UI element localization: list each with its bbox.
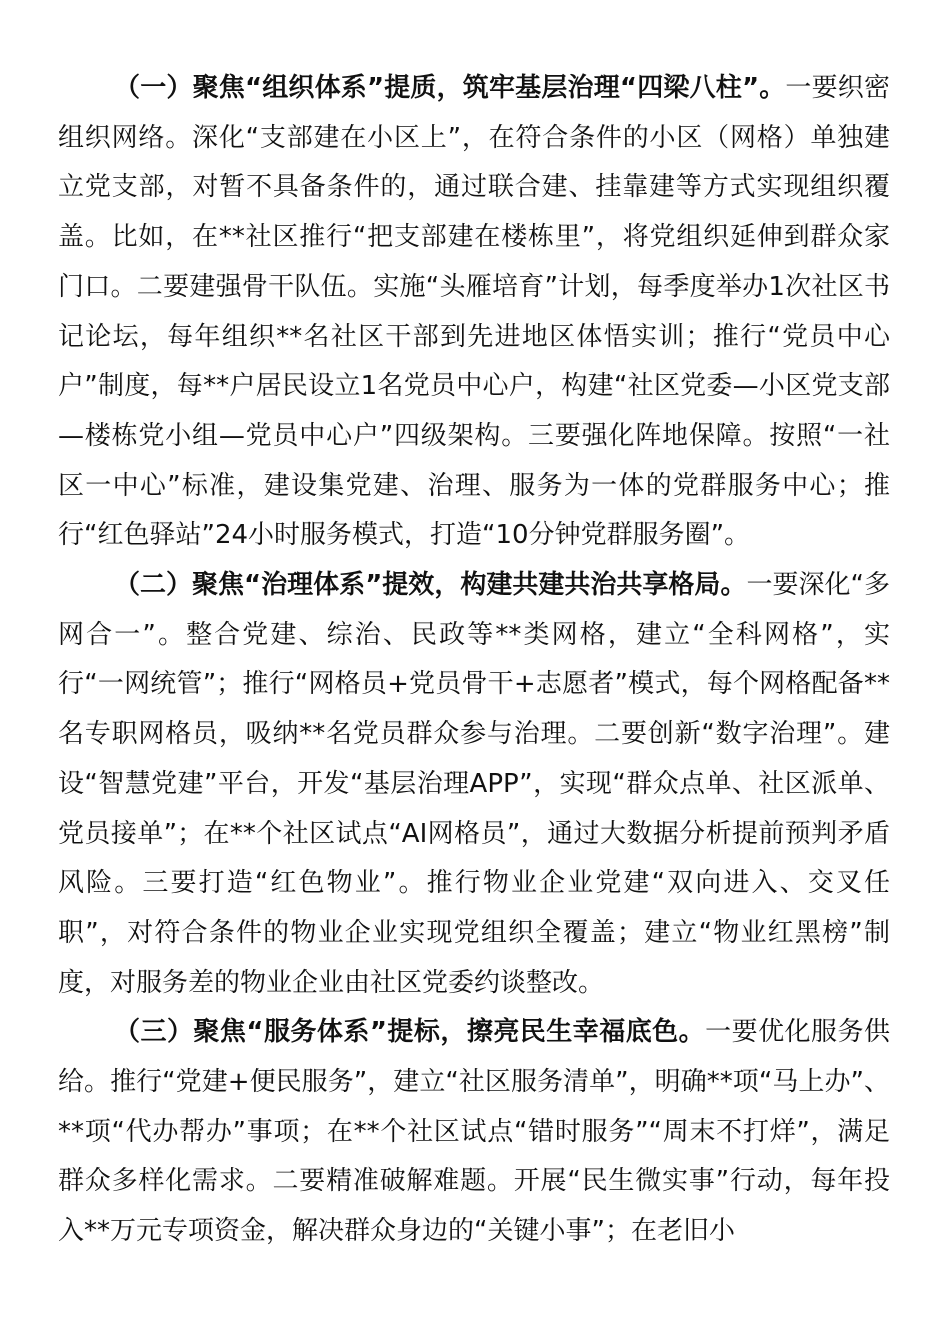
paragraph-body: 一要织密组织网络。深化“支部建在小区上”，在符合条件的小区（网格）单独建立党支部，对暂不具备条件的，通过联合建、挂靠建等方式实现组织覆盖。比如，在**社区推行“把支部建在楼栋里”，将党组织延伸到群众家门口。二要建强骨干队伍。实施“头雁培育”计划，每季度举办1次社区书记论坛，每年组织**名社区干部到先进地区体悟实训；推行“党员中心户”制度，每**户居民设立1名党员中心户，构建“社区党委—小区党支部—楼栋党小组—党员中心户”四级架构。三要强化阵地保障。按照“一社区一中心”标准，建设集党建、治理、服务为一体的党群服务中心；推行“红色驿站”24小时服务模式，打造“10分钟党群服务圈”。: [58, 73, 890, 551]
paragraph-service-system: [58, 1008, 890, 1257]
document-page: [58, 64, 890, 1257]
paragraph-body: 一要深化“多网合一”。整合党建、综治、民政等**类网格，建立“全科网格”，实行“一网统管”；推行“网格员+党员骨干+志愿者”模式，每个网格配备**名专职网格员，吸纳**名党员群众参与治理。二要创新“数字治理”。建设“智慧党建”平台，开发“基层治理APP”，实现“群众点单、社区派单、党员接单”；在**个社区试点“AI网格员”，通过大数据分析提前预判矛盾风险。三要打造“红色物业”。推行物业企业党建“双向进入、交叉任职”，对符合条件的物业企业实现党组织全覆盖；建立“物业红黑榜”制度，对服务差的物业企业由社区党委约谈整改。: [58, 570, 890, 998]
paragraph-heading: （一）聚焦“组织体系”提质，筑牢基层治理“四梁八柱”。: [114, 73, 786, 103]
paragraph-organization-system: [58, 64, 890, 561]
paragraph-body: 一要优化服务供给。推行“党建+便民服务”，建立“社区服务清单”，明确**项“马上办”、**项“代办帮办”事项；在**个社区试点“错时服务”“周末不打烊”，满足群众多样化需求。二要精准破解难题。开展“民生微实事”行动，每年投入**万元专项资金，解决群众身边的“关键小事”；在老旧小: [58, 1017, 890, 1247]
paragraph-governance-system: [58, 561, 890, 1008]
paragraph-heading: （三）聚焦“服务体系”提标，擦亮民生幸福底色。: [114, 1017, 706, 1048]
paragraph-heading: （二）聚焦“治理体系”提效，构建共建共治共享格局。: [114, 570, 747, 601]
